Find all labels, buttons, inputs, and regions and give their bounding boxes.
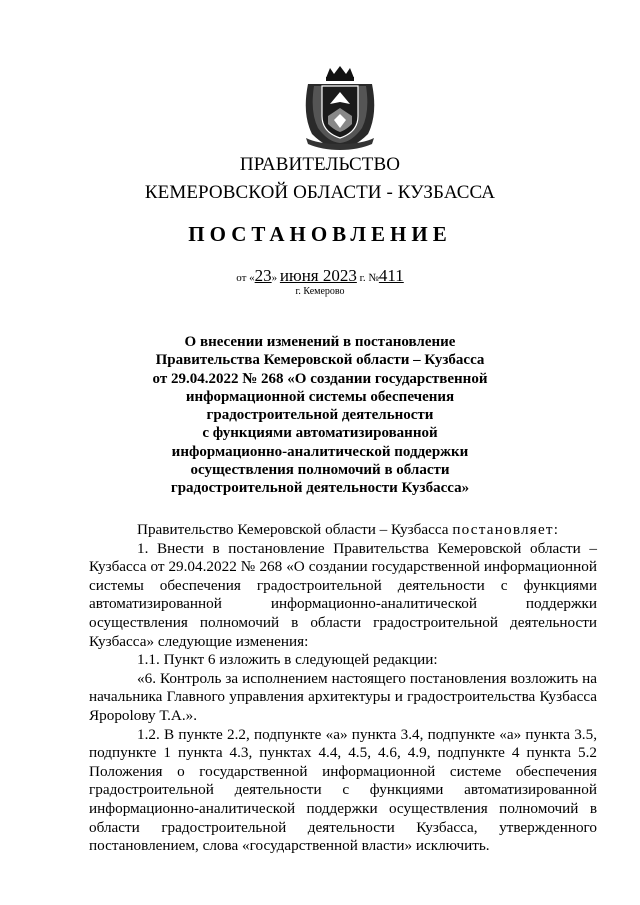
preamble-text: Правительство Кемеровской области – Кузбасса: [137, 521, 453, 538]
title-line: градостроительной деятельности: [206, 407, 434, 424]
paragraph-1-1-text: «6. Контроль за исполнением настоящего постановления возложить на начальника Главного управления архитектуры и градостроительства Кузбасса Яроpolову Т.А.».: [89, 669, 597, 724]
title-line: градостроительной деятельности Кузбасса»: [170, 480, 470, 497]
government-name-line1: ПРАВИТЕЛЬСТВО: [239, 154, 401, 175]
title-line: О внесении изменений в постановление: [184, 334, 456, 350]
preamble-colon: :: [553, 521, 558, 538]
document-number: 411: [378, 266, 404, 285]
paragraph-1-1: 1.1. Пункт 6 изложить в следующей редакции:: [137, 651, 438, 669]
government-name-line2: КЕМЕРОВСКОЙ ОБЛАСТИ - КУЗБАССА: [144, 182, 496, 203]
title-line: информационной системы обеспечения: [185, 388, 455, 405]
date-line: [0, 266, 640, 286]
paragraph-1-2: 1.2. В пункте 2.2, подпункте «а» пункта 3.4, подпункте «а» пункта 3.5, подпункте 1 пункта 4.3, пунктах 4.4, 4.5, 4.6, 4.9, подпункте 4 пункта 5.2 Положения о государственной информационной системе обеспечения градостроительной деятельности с функциями автоматизированной информационно-аналитической поддержки осуществления полномочий в области градостроительной деятельности Кузбасса, утвержденного постановлением, слова «государственной власти» исключить.: [89, 725, 597, 855]
title-line: Правительства Кемеровской области – Кузбасса: [155, 352, 485, 369]
coat-of-arms-icon: [298, 64, 382, 150]
preamble-verb: постановляет: [452, 521, 554, 538]
title-line: с функциями автоматизированной: [202, 425, 438, 442]
date-month-year: июня 2023: [279, 266, 357, 285]
paragraph-1: 1. Внести в постановление Правительства Кемеровской области – Кузбасса от 29.04.2022 № 268 «О создании государственной информационной системы обеспечения градостроительной деятельности с функциями автоматизированной информационно-аналитической поддержки осуществления полномочий в области градостроительной деятельности Кузбасса» следующие изменения:: [89, 539, 597, 650]
document-body: [89, 521, 597, 856]
date-close-quote: »: [271, 272, 278, 284]
date-from: от «: [236, 272, 255, 284]
title-line: осуществления полномочий в области: [190, 462, 450, 479]
document-type: ПОСТАНОВЛЕНИЕ: [188, 222, 452, 246]
number-label: №: [368, 272, 379, 284]
city: г. Кемерово: [295, 286, 345, 297]
document-title: [90, 333, 550, 498]
date-year-suffix: г.: [359, 272, 366, 284]
title-line: информационно-аналитической поддержки: [171, 443, 469, 460]
date-day: 23: [254, 266, 272, 285]
title-line: от 29.04.2022 № 268 «О создании государственной: [152, 370, 488, 387]
paragraph-preamble: [89, 521, 597, 540]
